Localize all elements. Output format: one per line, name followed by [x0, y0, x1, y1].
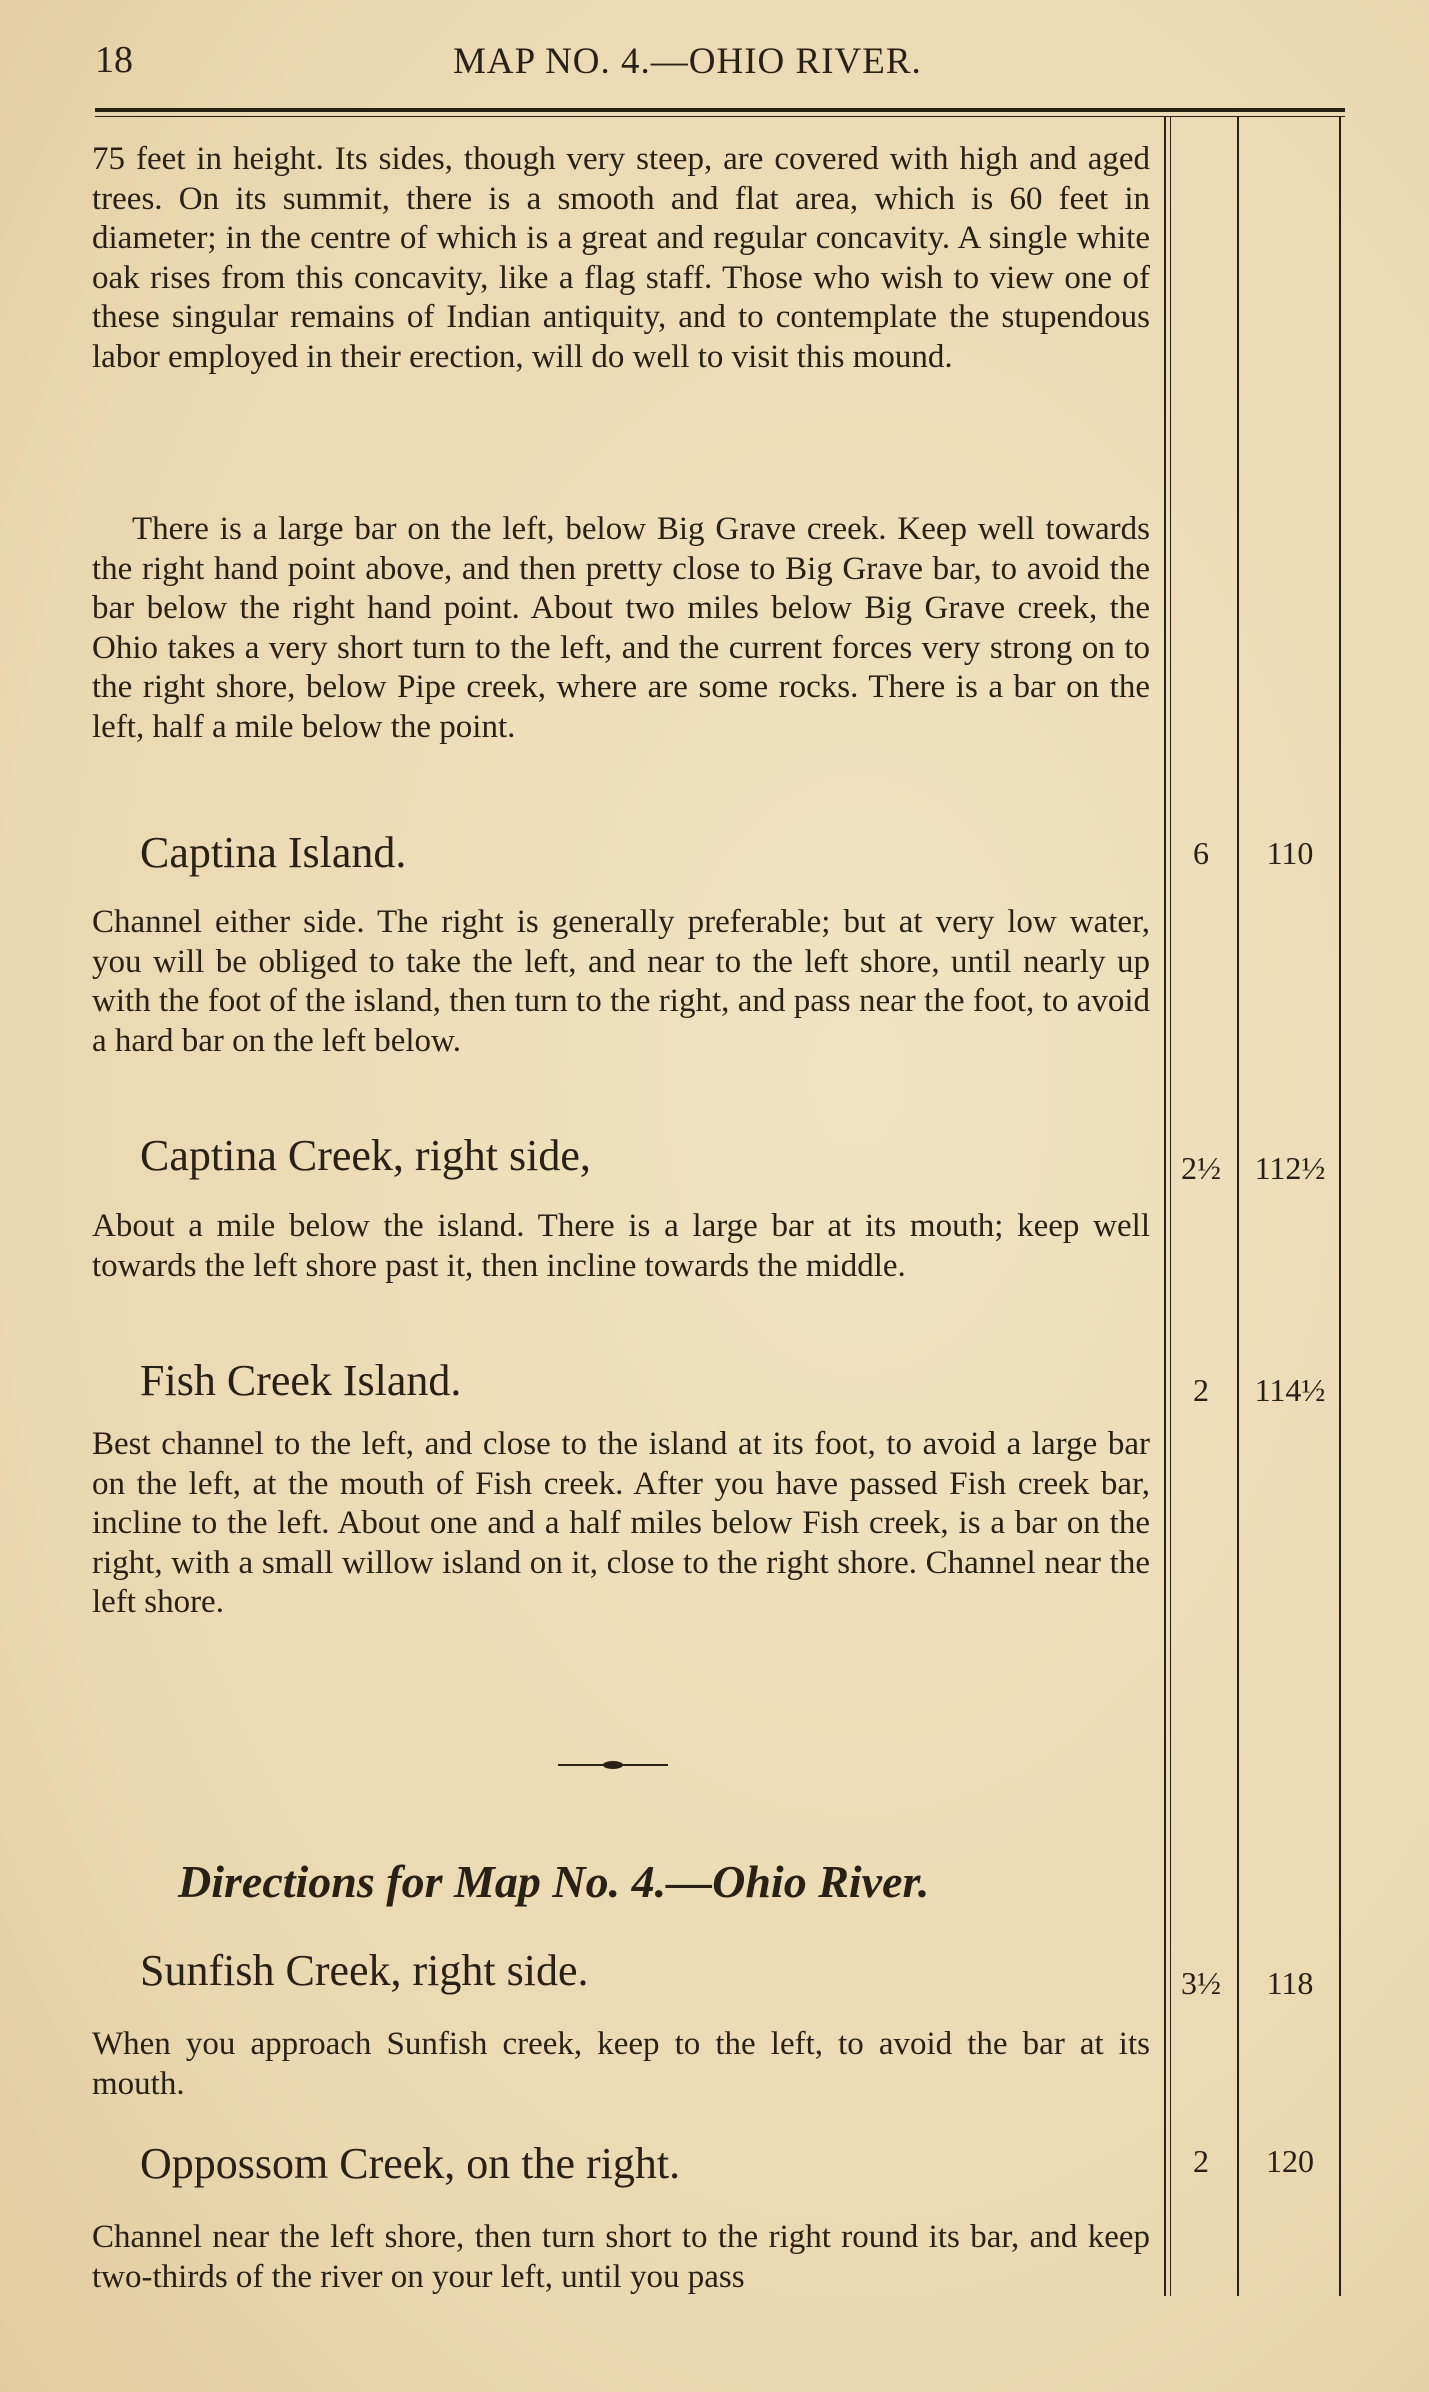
entry-distance: 2: [1193, 2143, 1209, 2179]
paragraph-text: About a mile below the island. There is a large bar at its mouth; keep well towards the left shore past it, then incline towards the middle.: [92, 1208, 1150, 1284]
entry-total: 112½: [1254, 1150, 1326, 1186]
entry-heading: Oppossom Creek, on the right.: [140, 2139, 681, 2188]
entry-total: 120: [1266, 2143, 1314, 2179]
entry-total: 118: [1266, 1965, 1314, 2001]
entry-distance: 2½: [1181, 1150, 1221, 1186]
entry-distance: 6: [1193, 835, 1209, 871]
paragraph-text: Best channel to the left, and close to the island at its foot, to avoid a large bar on the left, at the mouth of Fish creek. After you have passed Fish creek bar, incline to the left. About one and a half miles below Fish creek, is a bar on the right, with a small willow island on it, close to the right shore. Channel near the left shore.: [92, 1426, 1150, 1620]
page-number: 18: [95, 39, 133, 81]
entry-total: 110: [1266, 835, 1314, 871]
entry-heading: Sunfish Creek, right side.: [140, 1946, 589, 1995]
column-divider: [1237, 116, 1239, 2296]
entry-heading: Captina Creek, right side,: [140, 1131, 591, 1180]
entry-heading: Captina Island.: [140, 828, 407, 877]
paragraph-mound: [92, 140, 1150, 377]
ornament-divider-icon: [558, 1755, 668, 1775]
entry-total: 114½: [1254, 1372, 1326, 1408]
header-rule-thin: [95, 116, 1345, 117]
entry-heading: Fish Creek Island.: [140, 1356, 462, 1405]
paragraph-captina-island: [92, 903, 1150, 1061]
paragraph-fish-creek: [92, 1425, 1150, 1623]
paragraph-text: When you approach Sunfish creek, keep to the left, to avoid the bar at its mouth.: [92, 2026, 1150, 2102]
header-rule: [95, 108, 1345, 112]
paragraph-text: Channel near the left shore, then turn short to the right round its bar, and keep two-thirds of the river on your left, until you pass: [92, 2219, 1150, 2295]
paragraph-captina-creek: [92, 1207, 1150, 1286]
section-title: Directions for Map No. 4.—Ohio River.: [178, 1856, 930, 1907]
paragraph-sunfish-creek: [92, 2025, 1150, 2104]
paragraph-text: Channel either side. The right is generally preferable; but at very low water, you will be obliged to take the left, and near to the left shore, until nearly up with the foot of the island, then turn to the right, and pass near the foot, to avoid a hard bar on the left below.: [92, 904, 1150, 1059]
paragraph-text: 75 feet in height. Its sides, though very steep, are covered with high and aged trees. On its summit, there is a smooth and flat area, which is 60 feet in diameter; in the centre of which is a great and regular concavity. A single white oak rises from this concavity, like a flag staff. Those who wish to view one of these singular remains of Indian antiquity, and to contemplate the stupendous labor employed in their erection, will do well to visit this mound.: [92, 141, 1150, 375]
running-title: MAP NO. 4.—OHIO RIVER.: [453, 41, 922, 82]
entry-distance: 3½: [1181, 1965, 1221, 2001]
page-header: [95, 38, 1345, 88]
entry-distance: 2: [1193, 1372, 1209, 1408]
paragraph-text: There is a large bar on the left, below Big Grave creek. Keep well towards the right hand point above, and then pretty close to Big Grave bar, to avoid the bar below the right hand point. About two miles below Big Grave creek, the Ohio takes a very short turn to the left, and the current forces very strong on to the right shore, below Pipe creek, where are some rocks. There is a bar on the left, half a mile below the point.: [92, 511, 1150, 745]
paragraph-big-grave: [92, 510, 1150, 747]
paragraph-oppossom-creek: [92, 2218, 1150, 2297]
